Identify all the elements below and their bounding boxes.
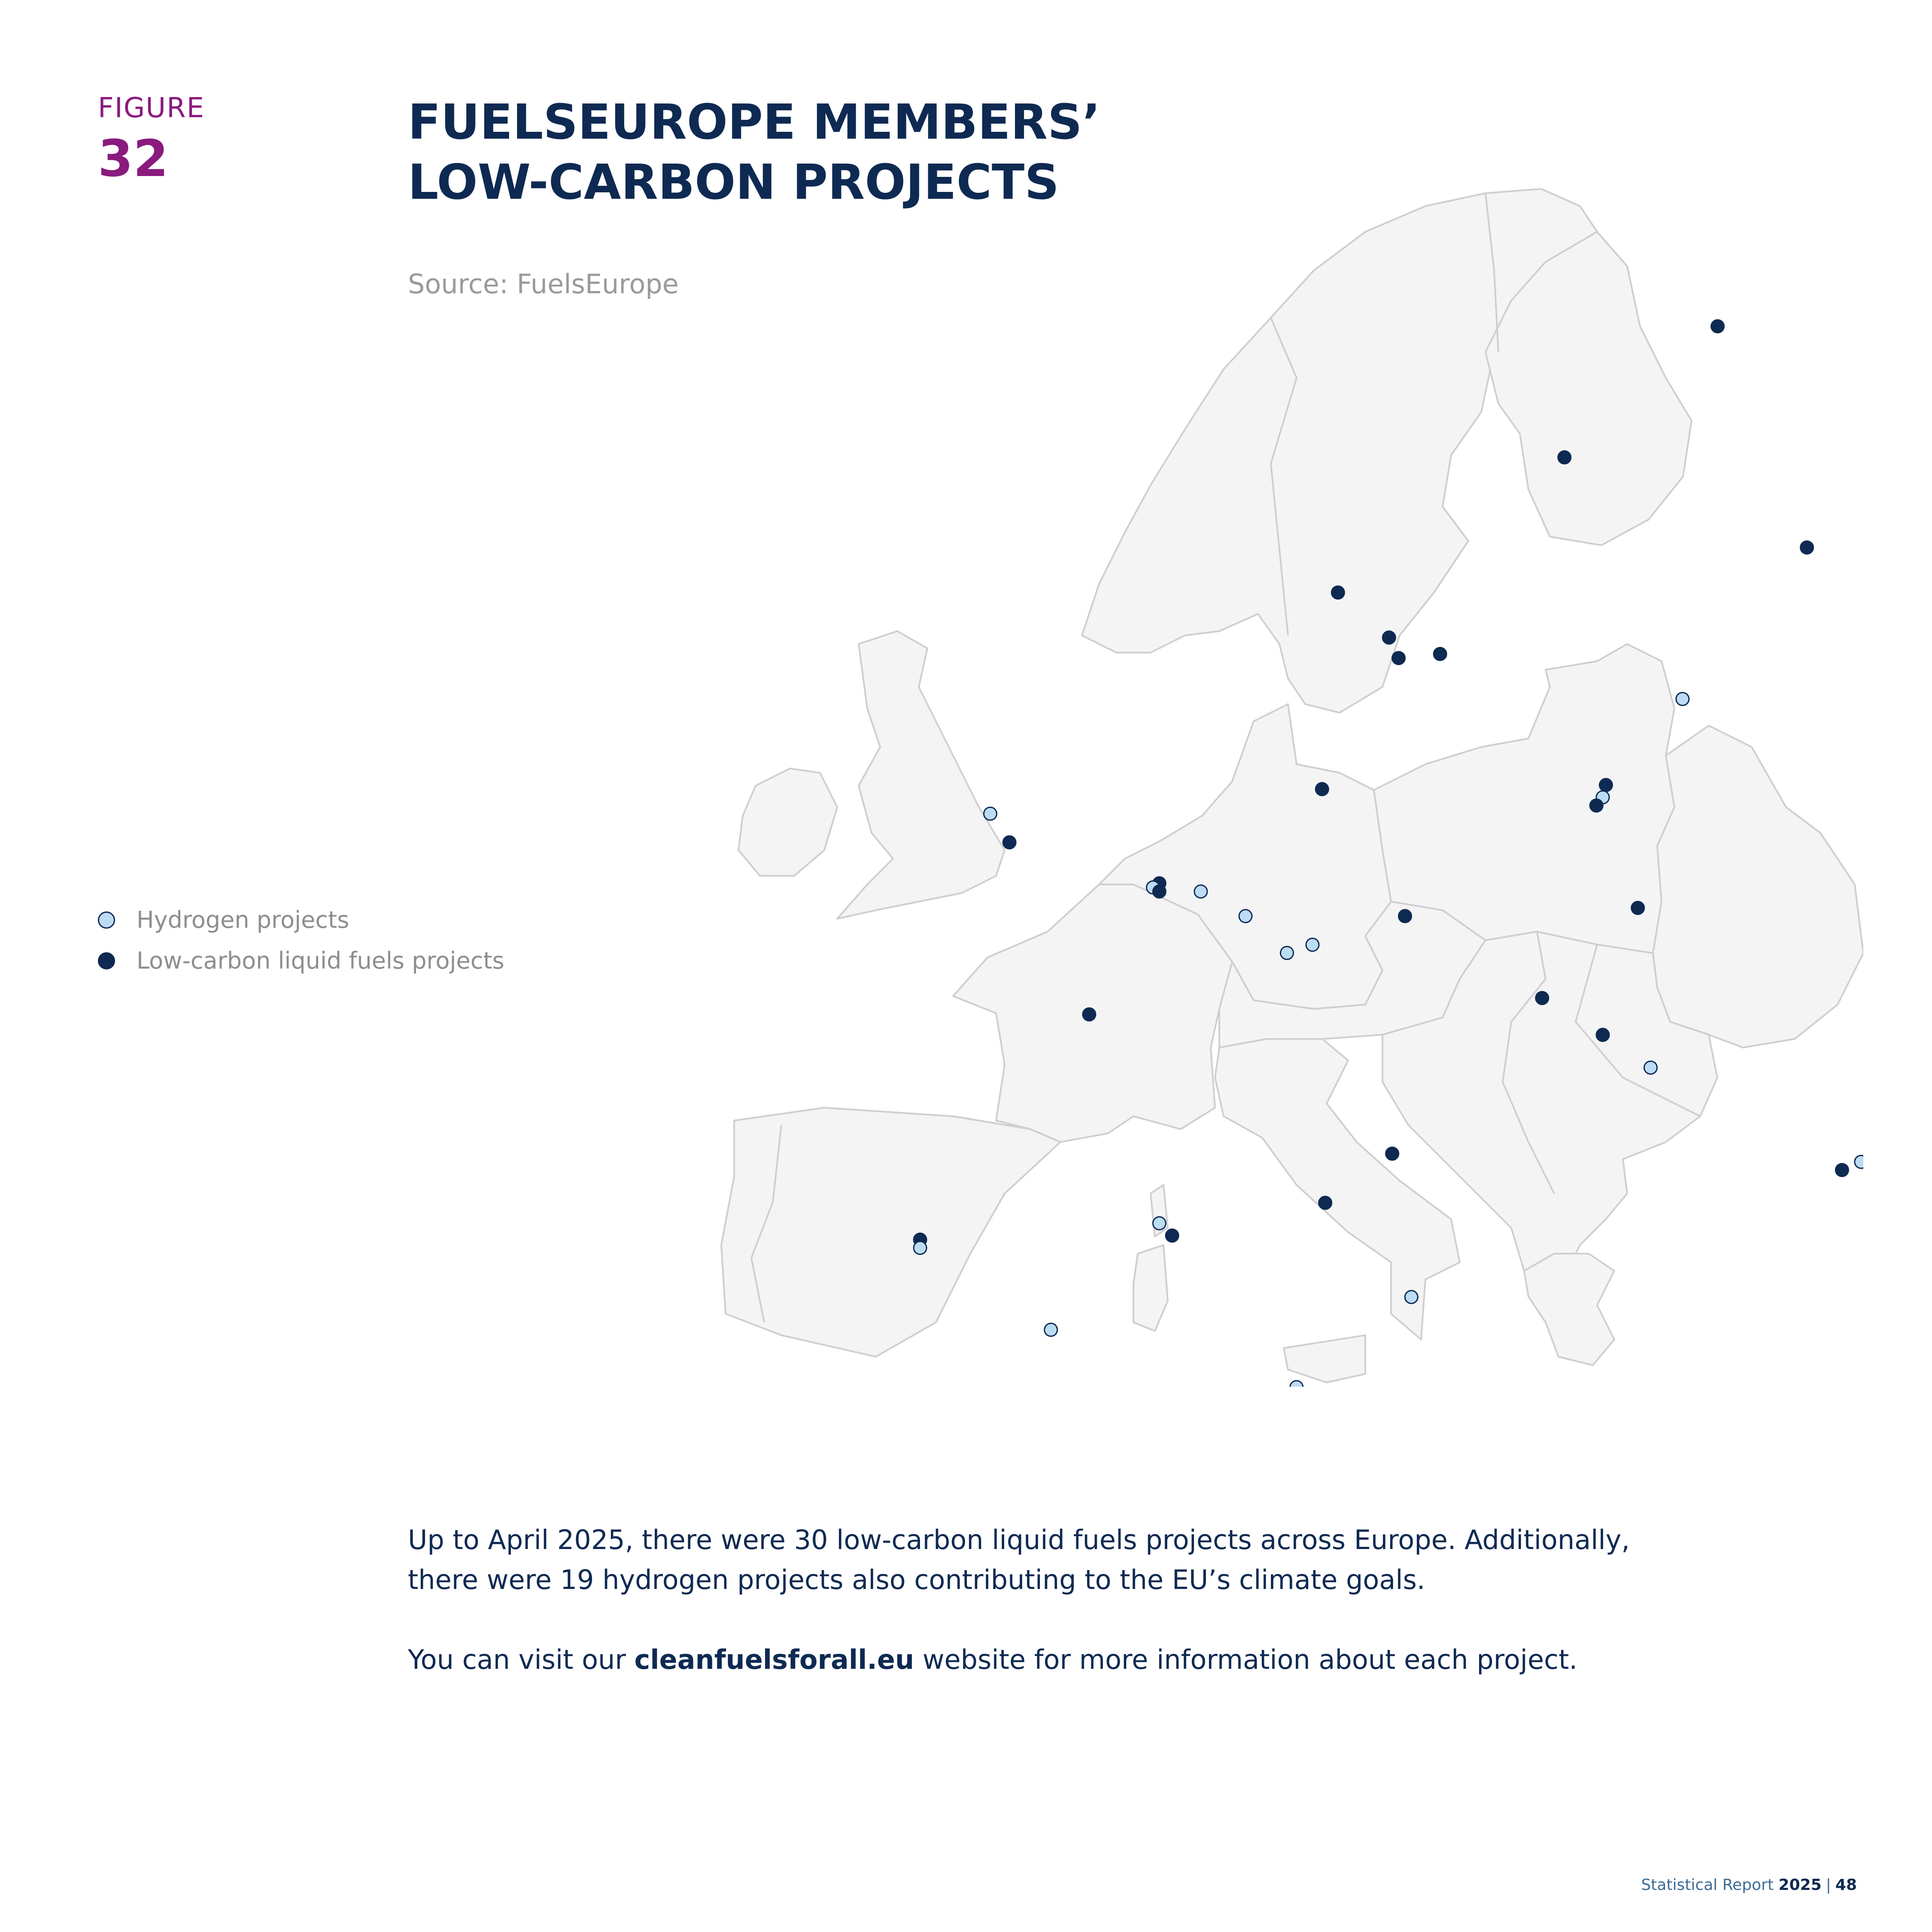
liquid-fuel-project-marker-9[interactable] [1315,783,1328,796]
liquid-fuel-project-marker-17[interactable] [1153,885,1166,898]
hydrogen-project-marker-19[interactable] [1239,910,1252,923]
title-line-2: LOW-CARBON PROJECTS [408,155,1059,210]
footer-page-number: 48 [1835,1876,1857,1894]
liquid-fuel-project-marker-14[interactable] [1003,836,1016,849]
map-legend [98,899,504,981]
liquid-fuel-project-marker-28[interactable] [1835,1163,1848,1176]
page-footer: Statistical Report 2025 | 48 [1641,1876,1857,1894]
footer-year: 2025 [1778,1876,1822,1894]
land-greece [1524,1254,1614,1365]
description [408,1520,1653,1680]
hydrogen-project-marker-34[interactable] [914,1242,927,1255]
hydrogen-project-marker-38[interactable] [1290,1381,1303,1387]
description-paragraph-1: Up to April 2025, there were 30 low-carbon liquid fuels projects across Europe. Additionally, there were 19 hydrogen projects also contributing to the EU’s climate goals. [408,1524,1630,1595]
hydrogen-project-marker-13[interactable] [984,807,997,820]
website-link[interactable]: cleanfuelsforall.eu [634,1644,914,1675]
liquid-fuel-project-marker-36[interactable] [1319,1197,1332,1209]
description-prefix: You can visit our [408,1644,635,1675]
land-ireland [738,769,837,876]
liquid-fuel-project-marker-30[interactable] [1386,1147,1399,1160]
liquid-fuel-project-marker-2[interactable] [1801,541,1814,554]
legend-item-liquid [98,940,504,981]
liquid-fuel-project-marker-10[interactable] [1600,779,1613,792]
liquid-fuel-project-marker-26[interactable] [1596,1028,1609,1041]
figure-number: 32 [98,129,169,188]
hydrogen-project-marker-18[interactable] [1194,885,1207,898]
source-note: Source: FuelsEurope [408,268,679,300]
legend-label-hydrogen: Hydrogen projects [137,906,349,933]
description-suffix: website for more information about each project. [914,1644,1578,1675]
footer-report: Statistical Report [1641,1876,1774,1894]
hydrogen-project-marker-21[interactable] [1306,939,1319,951]
liquid-fuel-project-marker-32[interactable] [1166,1229,1179,1242]
legend-label-liquid: Low-carbon liquid fuels projects [137,947,504,974]
liquid-fuel-project-marker-12[interactable] [1590,799,1603,812]
europe-map [696,77,1863,1387]
land-poland-baltics [1374,644,1674,953]
land-scandinavia [1082,189,1597,713]
hydrogen-project-marker-35[interactable] [1045,1323,1057,1336]
land-great-britain [837,631,1005,919]
land-sicily [1284,1335,1365,1382]
title-line-1: FUELSEUROPE MEMBERS’ [408,94,1101,150]
hydrogen-project-marker-37[interactable] [1405,1291,1418,1303]
hydrogen-project-marker-8[interactable] [1676,693,1689,705]
hydrogen-project-marker-29[interactable] [1855,1155,1863,1168]
liquid-fuel-project-marker-25[interactable] [1536,992,1549,1005]
liquid-fuel-project-marker-23[interactable] [1631,902,1644,914]
land-iberia [721,1108,1060,1357]
hydrogen-project-marker-27[interactable] [1644,1061,1657,1074]
liquid-fuel-project-marker-3[interactable] [1558,451,1571,464]
liquid-fuel-project-marker-7[interactable] [1434,647,1446,660]
description-paragraph-2 [408,1640,1653,1680]
hydrogen-marker-icon [98,911,115,929]
land-eastern-europe [1653,726,1863,1048]
liquid-fuel-project-marker-24[interactable] [1083,1008,1096,1021]
liquid-fuel-marker-icon [98,952,115,969]
hydrogen-project-marker-31[interactable] [1153,1217,1166,1230]
land-sardinia [1133,1245,1168,1331]
liquid-fuel-project-marker-1[interactable] [1711,320,1724,333]
liquid-fuel-project-marker-5[interactable] [1382,631,1395,644]
liquid-fuel-project-marker-4[interactable] [1331,586,1344,599]
figure-label: FIGURE [98,92,205,124]
liquid-fuel-project-marker-6[interactable] [1392,652,1405,665]
legend-item-hydrogen [98,899,504,940]
hydrogen-project-marker-22[interactable] [1281,947,1294,960]
liquid-fuel-project-marker-20[interactable] [1399,910,1412,923]
